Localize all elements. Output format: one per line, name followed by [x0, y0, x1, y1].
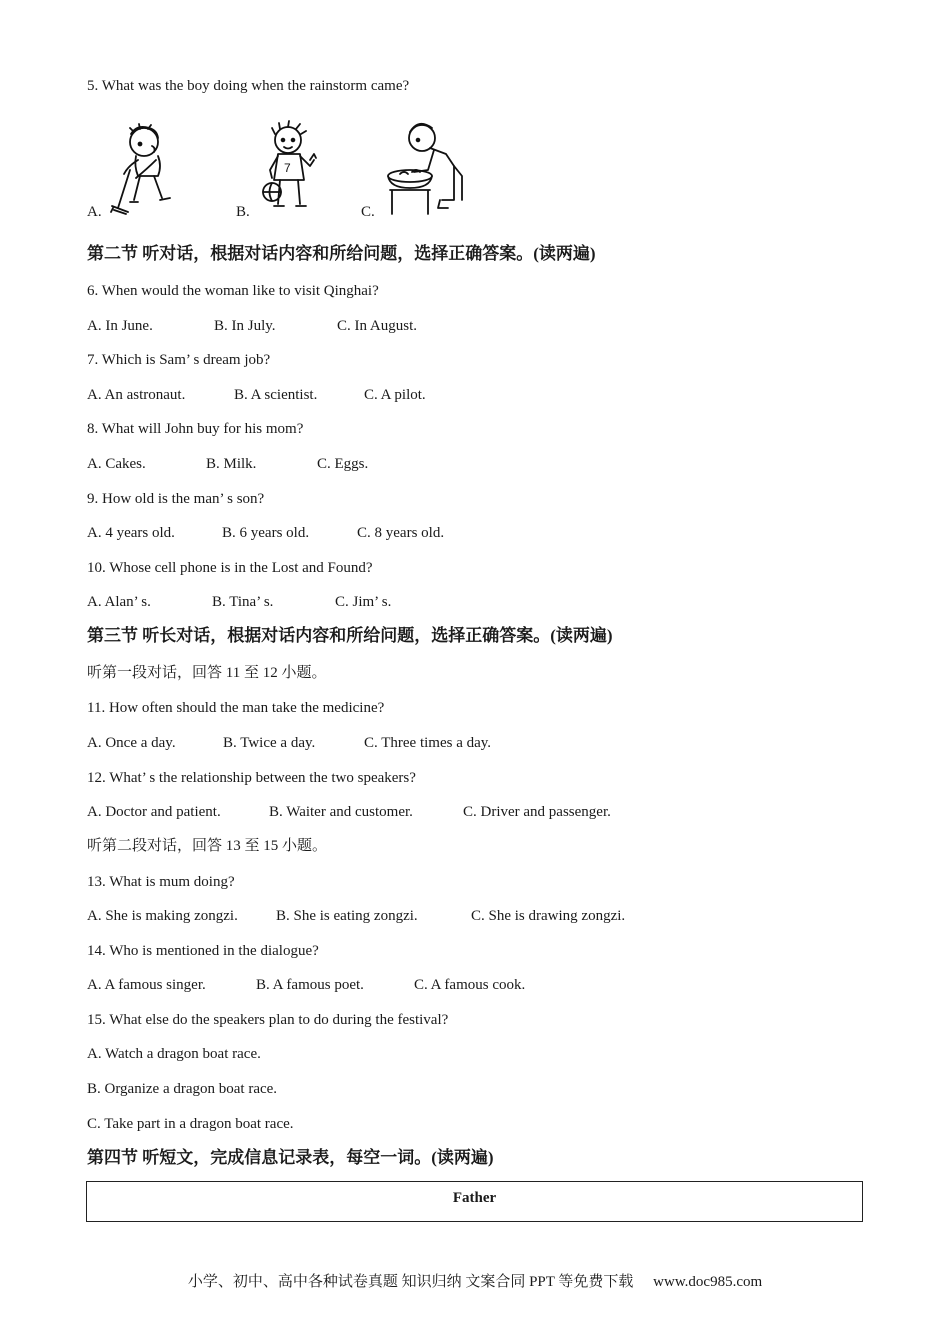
- q10-question: 10. Whose cell phone is in the Lost and Found?: [87, 560, 373, 576]
- page-footer: [0, 1270, 950, 1291]
- q13-option-c: C. She is drawing zongzi.: [471, 908, 626, 924]
- q5-option-c-label: C.: [361, 204, 375, 220]
- q15-option-c: C. Take part in a dragon boat race.: [87, 1116, 294, 1132]
- q14-option-a: A. A famous singer.: [87, 977, 206, 993]
- q15-option-a: A. Watch a dragon boat race.: [87, 1046, 261, 1062]
- footer-text: 小学、初中、高中各种试卷真题 知识归纳 文案合同 PPT 等免费下载: [187, 1274, 634, 1290]
- table-header-father: Father: [452, 1190, 497, 1206]
- q7-question: 7. Which is Sam’ s dream job?: [87, 352, 271, 368]
- q8-option-a: A. Cakes.: [87, 456, 146, 472]
- q8-option-c: C. Eggs.: [317, 456, 369, 472]
- q13-question: 13. What is mum doing?: [87, 874, 235, 890]
- q5-option-b-label: B.: [236, 204, 250, 220]
- q12-question: 12. What’ s the relationship between the two speakers?: [87, 770, 416, 786]
- info-record-table: [86, 1181, 863, 1222]
- q7-option-a: A. An astronaut.: [87, 387, 186, 403]
- q5-question: 5. What was the boy doing when the rainstorm came?: [87, 78, 410, 94]
- section-3-title: 第三节 听长对话，根据对话内容和所给问题，选择正确答案。(读两遍): [87, 626, 613, 645]
- q11-option-c: C. Three times a day.: [364, 735, 492, 751]
- q6-option-c: C. In August.: [337, 318, 418, 334]
- q10-option-a: A. Alan’ s.: [87, 594, 151, 610]
- svg-text:7: 7: [284, 161, 291, 175]
- q5-option-a-label: A.: [87, 204, 102, 220]
- q9-option-a: A. 4 years old.: [87, 525, 175, 541]
- boy-playing-basketball-icon: [258, 120, 324, 216]
- q14-option-b: B. A famous poet.: [256, 977, 364, 993]
- q10-option-b: B. Tina’ s.: [212, 594, 274, 610]
- q9-question: 9. How old is the man’ s son?: [87, 491, 265, 507]
- dialogue-2-instruction: 听第二段对话，回答 13 至 15 小题。: [87, 838, 328, 854]
- q11-option-a: A. Once a day.: [87, 735, 176, 751]
- q6-option-b: B. In July.: [214, 318, 276, 334]
- q12-option-a: A. Doctor and patient.: [87, 804, 221, 820]
- q9-option-b: B. 6 years old.: [222, 525, 310, 541]
- section-2-title: 第二节 听对话，根据对话内容和所给问题，选择正确答案。(读两遍): [87, 244, 596, 263]
- q8-option-b: B. Milk.: [206, 456, 257, 472]
- footer-url[interactable]: www.doc985.com: [653, 1274, 763, 1290]
- q11-option-b: B. Twice a day.: [223, 735, 316, 751]
- q7-option-c: C. A pilot.: [364, 387, 426, 403]
- q13-option-a: A. She is making zongzi.: [87, 908, 238, 924]
- q8-question: 8. What will John buy for his mom?: [87, 421, 304, 437]
- q14-question: 14. Who is mentioned in the dialogue?: [87, 943, 319, 959]
- q7-option-b: B. A scientist.: [234, 387, 318, 403]
- section-4-title: 第四节 听短文，完成信息记录表，每空一词。(读两遍): [87, 1148, 494, 1167]
- dialogue-1-instruction: 听第一段对话，回答 11 至 12 小题。: [87, 665, 327, 681]
- q9-option-c: C. 8 years old.: [357, 525, 445, 541]
- boy-sweeping-floor-icon: [108, 120, 192, 216]
- q12-option-c: C. Driver and passenger.: [463, 804, 611, 820]
- q14-option-c: C. A famous cook.: [414, 977, 526, 993]
- q15-question: 15. What else do the speakers plan to do during the festival?: [87, 1012, 449, 1028]
- q6-option-a: A. In June.: [87, 318, 153, 334]
- q12-option-b: B. Waiter and customer.: [269, 804, 413, 820]
- q15-option-b: B. Organize a dragon boat race.: [87, 1081, 278, 1097]
- q6-question: 6. When would the woman like to visit Qinghai?: [87, 283, 379, 299]
- q10-option-c: C. Jim’ s.: [335, 594, 392, 610]
- boy-washing-in-basin-icon: [382, 118, 472, 216]
- q11-question: 11. How often should the man take the medicine?: [87, 700, 385, 716]
- q13-option-b: B. She is eating zongzi.: [276, 908, 418, 924]
